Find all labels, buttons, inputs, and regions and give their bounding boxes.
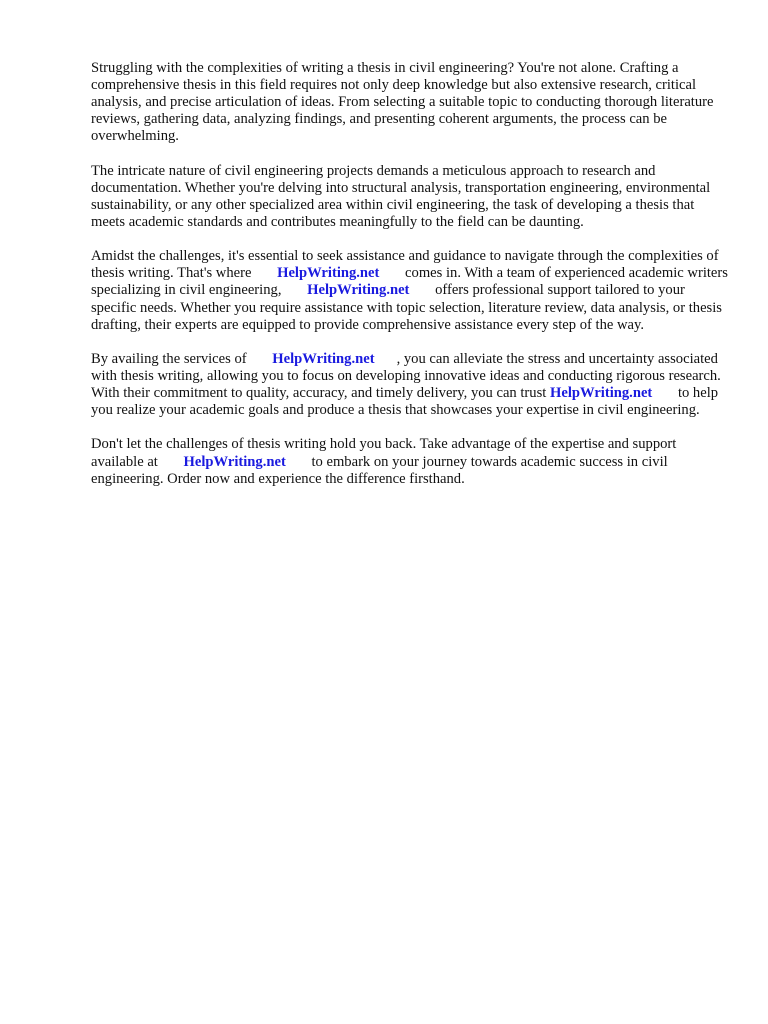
paragraph-intro-text: Struggling with the complexities of writing a thesis in civil engineering? You're not alone. Crafting a comprehensive thesis in this field requires not only deep knowledge but also extensive research, critical analysis, and precise articulation of ideas. From selecting a suitable topic to conducting thorough literature reviews, gathering data, analyzing findings, and presenting coherent arguments, the process can be overwhelming. (91, 60, 714, 145)
paragraph-assistance-text-2: comes in. With a team of experienced academic writers specializing in civil engineering, (91, 265, 728, 299)
paragraph-nature-text: The intricate nature of civil engineering projects demands a meticulous approach to research and documentation. Whether you're delving into structural analysis, transportation engineering, environmental sustainability, or any other specialized area within civil engineering, the task of developing a thesis that meets academic standards and contributes meaningfully to the field can be daunting. (91, 162, 711, 230)
paragraph-services-text-1: By availing the services of (91, 350, 247, 367)
helpwriting-link[interactable]: HelpWriting.net (272, 350, 375, 367)
paragraph-services-text-2: , you can alleviate the stress and uncertainty associated with thesis writing, allowing you to focus on developing innovative ideas and conducting rigorous research. With their commitment to quality, accuracy, and timely delivery, you can trust (91, 350, 721, 402)
paragraph-closing-text-2: to embark on your journey towards academic success in civil engineering. Order now and experience the difference firsthand. (91, 453, 668, 487)
paragraph-assistance (91, 248, 731, 333)
paragraph-closing-text-1: Don't let the challenges of thesis writing hold you back. Take advantage of the expertise and support available at (91, 436, 677, 470)
helpwriting-link[interactable]: HelpWriting.net (307, 282, 410, 299)
helpwriting-link[interactable]: HelpWriting.net (183, 453, 286, 470)
helpwriting-link[interactable]: HelpWriting.net (549, 385, 653, 402)
paragraph-services-text-3: to help you realize your academic goals and produce a thesis that showcases your expertise in civil engineering. (91, 385, 719, 419)
paragraph-nature (91, 163, 731, 231)
paragraph-services (91, 351, 731, 419)
helpwriting-link[interactable]: HelpWriting.net (277, 265, 380, 282)
document-page (91, 60, 731, 505)
paragraph-assistance-text-1: Amidst the challenges, it's essential to seek assistance and guidance to navigate through the complexities of thesis writing. That's where (91, 248, 719, 282)
paragraph-intro (91, 60, 731, 145)
paragraph-closing (91, 436, 731, 487)
paragraph-assistance-text-3: offers professional support tailored to your specific needs. Whether you require assistance with topic selection, literature review, data analysis, or thesis drafting, their experts are equipped to provide comprehensive assistance every step of the way. (91, 282, 722, 333)
